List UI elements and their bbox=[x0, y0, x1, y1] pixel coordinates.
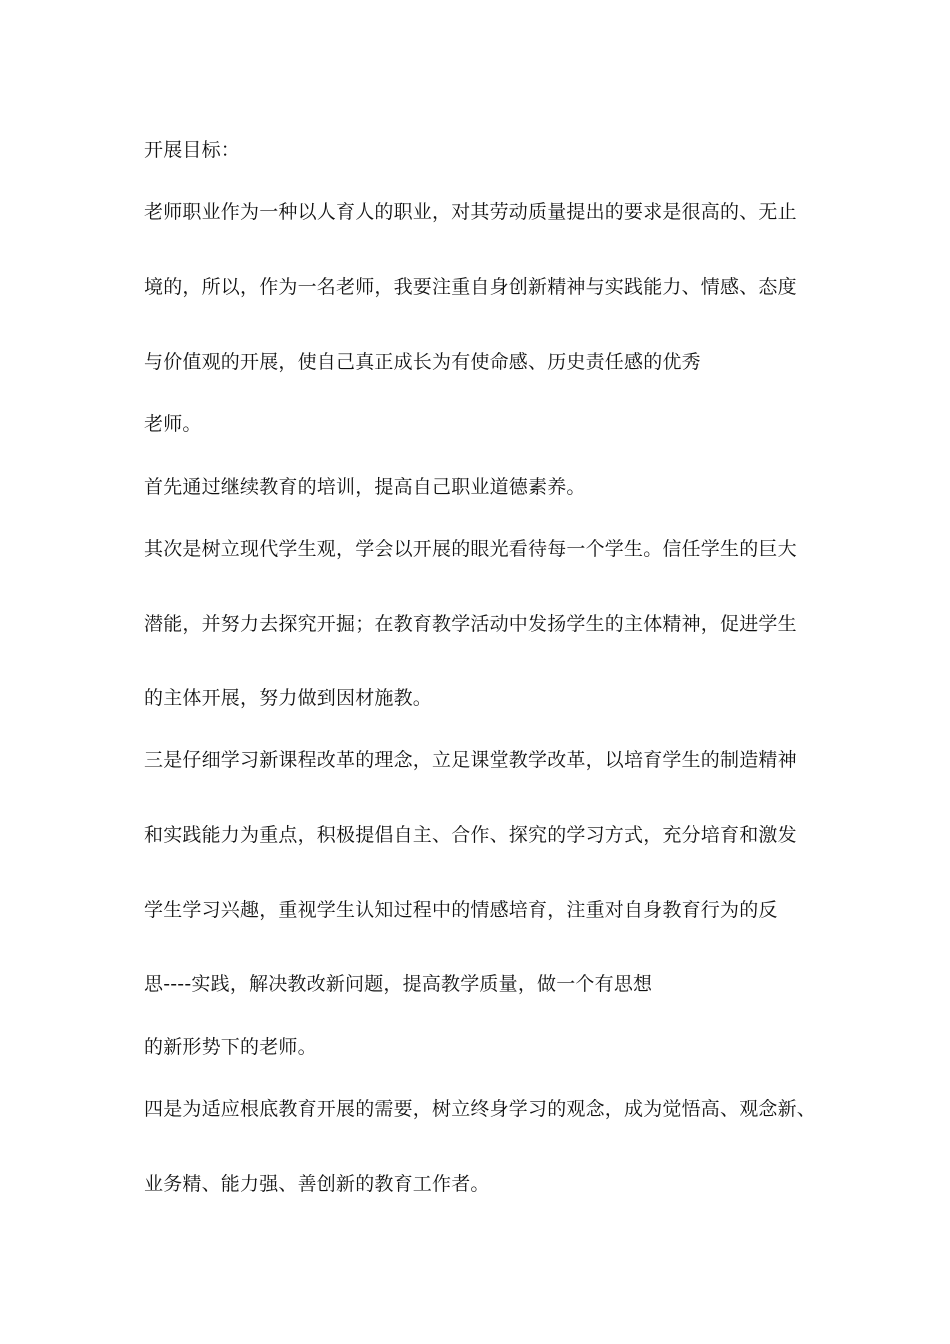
text-line: 其次是树立现代学生观，学会以开展的眼光看待每一个学生。信任学生的巨大 bbox=[144, 538, 797, 560]
text-line: 学生学习兴趣，重视学生认知过程中的情感培育，注重对自身教育行为的反 bbox=[144, 899, 778, 921]
text-line: 首先通过继续教育的培训，提高自己职业道德素养。 bbox=[144, 476, 586, 498]
text-line: 的主体开展，努力做到因材施教。 bbox=[144, 687, 433, 709]
text-line: 境的，所以，作为一名老师，我要注重自身创新精神与实践能力、情感、态度 bbox=[144, 276, 797, 298]
text-line: 四是为适应根底教育开展的需要，树立终身学习的观念，成为觉悟高、观念新、 bbox=[144, 1098, 817, 1120]
text-line: 与价值观的开展，使自己真正成长为有使命感、历史责任感的优秀 bbox=[144, 351, 701, 373]
document-heading: 开展目标： bbox=[144, 139, 241, 161]
text-line: 三是仔细学习新课程改革的理念，立足课堂教学改革，以培育学生的制造精神 bbox=[144, 749, 797, 771]
text-line: 潜能，并努力去探究开掘；在教育教学活动中发扬学生的主体精神，促进学生 bbox=[144, 613, 797, 635]
text-line: 和实践能力为重点，积极提倡自主、合作、探究的学习方式，充分培育和激发 bbox=[144, 824, 797, 846]
text-line: 思----实践，解决教改新问题，提高教学质量，做一个有思想 bbox=[144, 973, 653, 995]
text-line: 业务精、能力强、善创新的教育工作者。 bbox=[144, 1173, 490, 1195]
text-line: 的新形势下的老师。 bbox=[144, 1036, 317, 1058]
text-line: 老师职业作为一种以人育人的职业，对其劳动质量提出的要求是很高的、无止 bbox=[144, 201, 797, 223]
text-line: 老师。 bbox=[144, 413, 202, 435]
